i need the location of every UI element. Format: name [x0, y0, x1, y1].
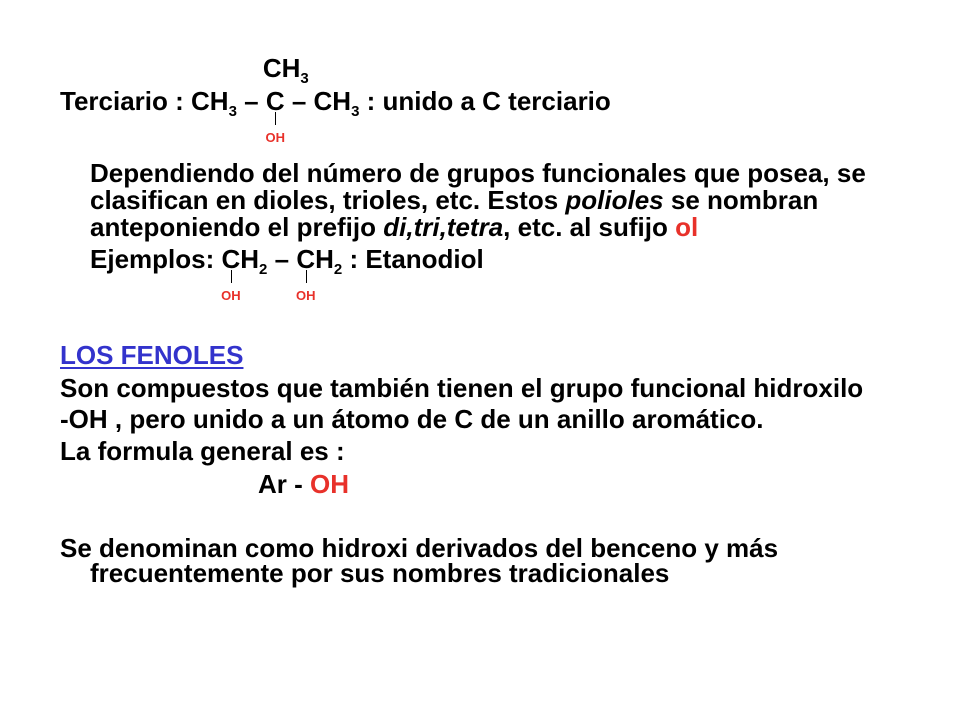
methyl-subscript: 3: [228, 103, 237, 120]
bond-line: [275, 112, 276, 125]
methyl-subscript: 3: [351, 103, 360, 120]
top-methyl-group: [263, 55, 309, 91]
hydrogen-symbol: H: [315, 244, 334, 274]
hydrogen-subscript: 2: [333, 261, 343, 278]
phenols-text-line: [60, 406, 764, 433]
carbon-symbol: C: [296, 244, 316, 274]
paragraph-text: , etc. al sufijo: [503, 212, 676, 242]
polyols-paragraph-line: [90, 187, 818, 214]
bond-dash-methyl: – CH: [284, 86, 352, 116]
hydroxyl-branch: OH: [265, 130, 285, 145]
carbon-1: [221, 244, 241, 303]
polioles-term: polioles: [565, 185, 664, 215]
methyl-symbol: CH: [262, 53, 301, 83]
bond-line: [306, 270, 307, 283]
paragraph-text: clasifican en dioles, trioles, etc. Estos: [90, 185, 566, 215]
closing-text-line: [90, 560, 669, 587]
phenols-text-line: [60, 438, 345, 465]
body-text: -OH , pero unido a un átomo de C de un anillo aromático.: [60, 404, 764, 434]
carbon-symbol: C: [221, 244, 241, 274]
phenols-text-line: [60, 375, 863, 402]
section-heading: [60, 342, 243, 369]
phenols-heading: LOS FENOLES: [60, 340, 244, 370]
bond-dash: –: [267, 244, 297, 274]
tertiary-description: : unido a C terciario: [359, 86, 611, 116]
paragraph-text: se nombran: [663, 185, 819, 215]
tertiary-label: Terciario : CH: [60, 86, 229, 116]
tertiary-carbon: [262, 53, 309, 145]
paragraph-text: Dependiendo del número de grupos funcionales que posea, se: [90, 158, 866, 188]
methyl-subscript: 3: [300, 70, 309, 87]
paragraph-text: anteponiendo el prefijo: [90, 212, 384, 242]
general-formula: [258, 471, 349, 498]
tertiary-alcohol-formula: [60, 53, 611, 145]
ethanediol-example: [90, 244, 484, 303]
bond-line: [231, 270, 232, 283]
body-text: Se denominan como hidroxi derivados del benceno y más: [60, 533, 779, 563]
body-text: La formula general es :: [60, 436, 345, 466]
prefix-terms: di,tri,tetra: [383, 212, 504, 242]
compound-name: : Etanodiol: [342, 244, 484, 274]
polyols-paragraph-line: [90, 214, 698, 241]
example-label: Ejemplos:: [90, 244, 222, 274]
hydrogen-subscript: 2: [259, 261, 268, 278]
aryl-symbol: Ar -: [258, 469, 310, 499]
body-text: frecuentemente por sus nombres tradicionales: [90, 558, 670, 588]
hydroxyl-branch: OH: [221, 288, 241, 303]
suffix-ol: ol: [675, 212, 699, 242]
carbon-symbol: C: [265, 86, 285, 116]
bond-dash: –: [236, 86, 266, 116]
polyols-paragraph-line: [90, 160, 866, 187]
hydroxyl-group: OH: [310, 469, 349, 499]
body-text: Son compuestos que también tienen el grupo funcional hidroxilo: [60, 373, 864, 403]
carbon-2: [295, 244, 316, 303]
hydrogen-symbol: H: [240, 244, 260, 274]
hydroxyl-branch: OH: [295, 288, 316, 303]
